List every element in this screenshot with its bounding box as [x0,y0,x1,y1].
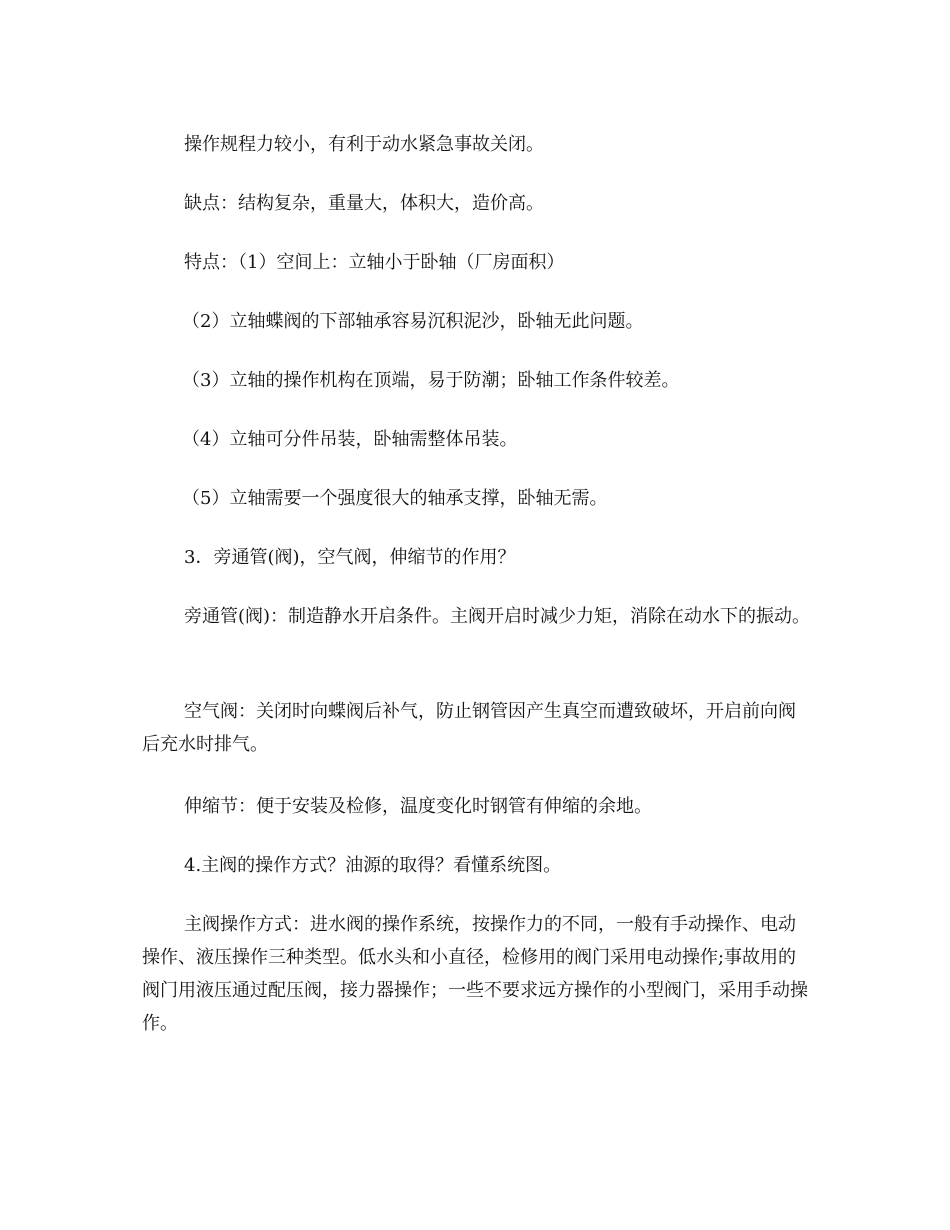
paragraph-operation-modes: 主阀操作方式：进水阀的操作系统，按操作力的不同，一般有手动操作、电动操作、液压操作三种类型。低水头和小直径，检修用的阀门采用电动操作;事故用的阀门用液压通过配压阀，接力器操作；一些不要求远方操作的小型阀门，采用手动操作。 [142,914,808,1034]
paragraph-disadvantages: 缺点：结构复杂，重量大，体积大，造价高。 [184,193,544,214]
paragraph-feature-3: （3）立轴的操作机构在顶端，易于防潮；卧轴工作条件较差。 [182,370,680,391]
paragraph-bypass-valve: 旁通管(阀)：制造静水开启条件。主阀开启时减少力矩，消除在动水下的振动。 [184,606,811,627]
question-4-heading: 4.主阀的操作方式？油源的取得？看懂系统图。 [184,855,562,876]
question-3-heading: 3．旁通管(阀)，空气阀，伸缩节的作用？ [184,547,516,568]
paragraph-feature-5: （5）立轴需要一个强度很大的轴承支撑，卧轴无需。 [182,488,608,509]
paragraph-expansion-joint: 伸缩节：便于安装及检修，温度变化时钢管有伸缩的余地。 [184,796,652,817]
paragraph-feature-2: （2）立轴蝶阀的下部轴承容易沉积泥沙，卧轴无此问题。 [182,311,644,332]
paragraph-operation-force: 操作规程力较小，有利于动水紧急事故关闭。 [184,134,544,155]
paragraph-features: 特点：（1）空间上：立轴小于卧轴（厂房面积） [184,252,565,273]
paragraph-feature-4: （4）立轴可分件吊装，卧轴需整体吊装。 [182,429,518,450]
paragraph-air-valve: 空气阀：关闭时向蝶阀后补气，防止钢管因产生真空而遭致破坏，开启前向阀后充水时排气。 [142,701,796,755]
